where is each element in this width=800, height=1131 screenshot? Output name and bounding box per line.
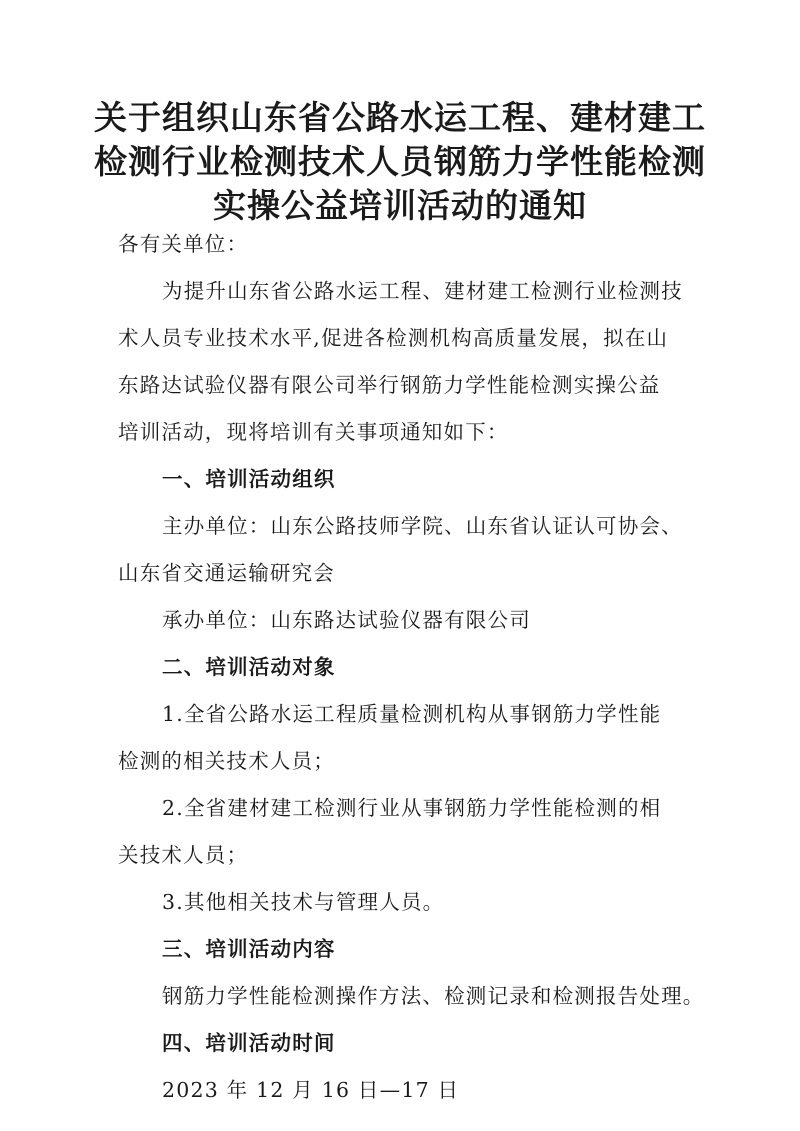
section-heading-time: 四、培训活动时间	[162, 1031, 336, 1055]
title-line-3: 实操公益培训活动的通知	[213, 186, 587, 225]
undertaker-line: 承办单位：山东路达试验仪器有限公司	[162, 608, 531, 632]
audience-item-2-line-1: 2.全省建材建工检测行业从事钢筋力学性能检测的相	[162, 796, 662, 820]
intro-line-3: 东路达试验仪器有限公司举行钢筋力学性能检测实操公益	[118, 373, 661, 397]
content-line: 钢筋力学性能检测操作方法、检测记录和检测报告处理。	[162, 984, 705, 1008]
intro-line-2: 术人员专业技术水平,促进各检测机构高质量发展，拟在山	[118, 326, 669, 350]
organizer-line-1: 主办单位：山东公路技师学院、山东省认证认可协会、	[162, 514, 683, 538]
section-heading-organization: 一、培训活动组织	[162, 467, 336, 491]
organizer-line-2: 山东省交通运输研究会	[118, 561, 335, 585]
audience-item-1-line-1: 1.全省公路水运工程质量检测机构从事钢筋力学性能	[162, 702, 662, 726]
intro-line-4: 培训活动，现将培训有关事项通知如下：	[118, 420, 509, 444]
audience-item-3: 3.其他相关技术与管理人员。	[162, 890, 445, 914]
title-line-2: 检测行业检测技术人员钢筋力学性能检测	[94, 142, 706, 181]
section-heading-audience: 二、培训活动对象	[162, 655, 336, 679]
training-date: 2023 年 12 月 16 日—17 日	[162, 1078, 460, 1102]
audience-item-2-line-2: 关技术人员；	[118, 843, 249, 867]
intro-line-1: 为提升山东省公路水运工程、建材建工检测行业检测技	[162, 279, 683, 303]
audience-item-1-line-2: 检测的相关技术人员；	[118, 749, 335, 773]
title-line-1: 关于组织山东省公路水运工程、建材建工	[94, 98, 706, 137]
section-heading-content: 三、培训活动内容	[162, 937, 336, 961]
document-title	[60, 96, 740, 228]
salutation: 各有关单位：	[118, 232, 249, 256]
